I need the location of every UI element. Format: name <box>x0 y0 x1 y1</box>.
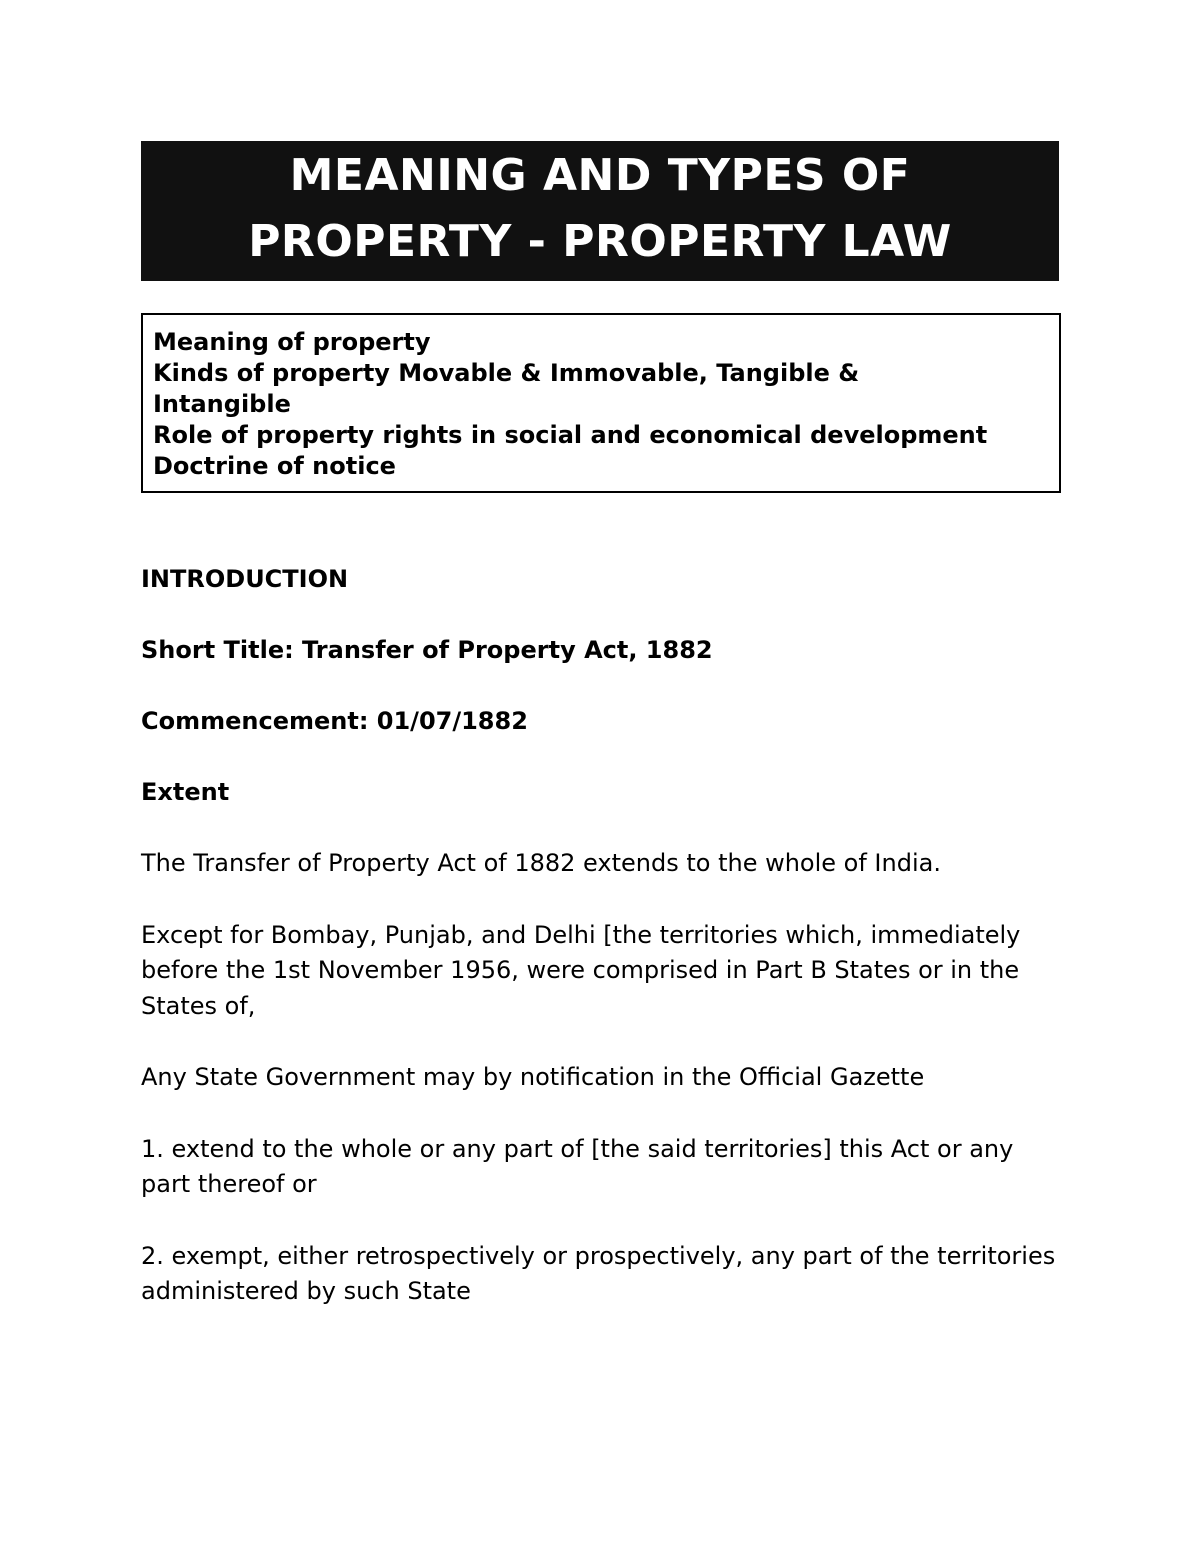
short-title: Short Title: Transfer of Property Act, 1882 <box>141 636 713 664</box>
paragraph: The Transfer of Property Act of 1882 extends to the whole of India. <box>141 849 941 877</box>
topic-item: Intangible <box>153 390 291 418</box>
document-body <box>141 562 1061 1310</box>
topic-item: Role of property rights in social and economical development <box>153 421 988 449</box>
extent-heading: Extent <box>141 778 230 806</box>
title-line-1: MEANING AND TYPES OF <box>289 150 911 201</box>
topics-box <box>141 313 1061 493</box>
paragraph: Except for Bombay, Punjab, and Delhi [the territories which, immediately before the 1st November 1956, were comprised in Part B States or in the States of, <box>141 920 1021 1020</box>
commencement: Commencement: 01/07/1882 <box>141 707 528 735</box>
introduction-heading: INTRODUCTION <box>141 565 349 593</box>
topic-item: Meaning of property <box>153 328 431 356</box>
title-banner <box>141 141 1059 281</box>
paragraph: Any State Government may by notification in the Official Gazette <box>141 1063 925 1091</box>
paragraph: 1. extend to the whole or any part of [the said territories] this Act or any part thereof or <box>141 1134 1014 1198</box>
topic-item: Kinds of property Movable & Immovable, Tangible & <box>153 359 860 387</box>
title-line-2: PROPERTY - PROPERTY LAW <box>248 216 952 267</box>
paragraph: 2. exempt, either retrospectively or prospectively, any part of the territories administered by such State <box>141 1241 1056 1305</box>
topic-item: Doctrine of notice <box>153 452 396 480</box>
